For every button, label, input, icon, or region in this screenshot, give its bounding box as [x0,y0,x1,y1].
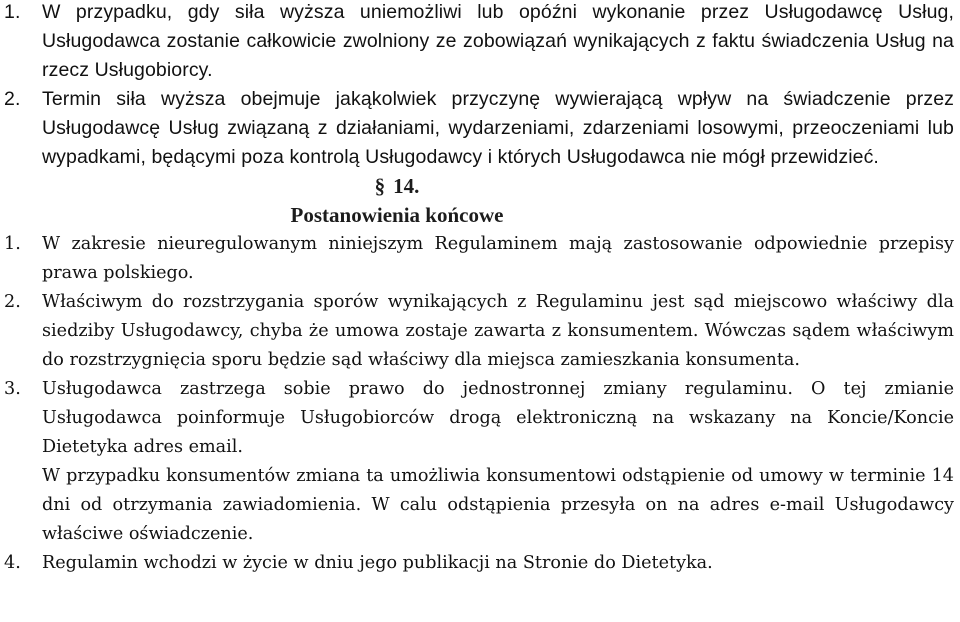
item-text: W zakresie nieuregulowanym niniejszym Regulaminem mają zastosowanie odpowiednie przepisy prawa polskiego. [42,234,954,283]
section-number: 14. [393,174,420,198]
section-symbol: § [374,174,386,198]
section-heading [0,172,954,230]
item-text: Termin siła wyższa obejmuje jakąkolwiek przyczynę wywierającą wpływ na świadczenie przez Usługodawcę Usług związaną z działaniami, wydarzeniami, zdarzeniami losowymi, przeoczeniami lub wypadkami, będącymi poza kontrolą Usługodawcy i których Usługodawca nie mógł przewidzieć. [42,88,954,168]
item-number: 1. [4,234,21,254]
item-text: Usługodawca zastrzega sobie prawo do jednostronnej zmiany regulaminu. O tej zmianie Usługodawca poinformuje Usługobiorców drogą elektroniczną na wskazany na Koncie/Koncie Dietetyka adres email. [42,379,954,457]
item-number: 2. [4,292,21,312]
item-number: 3. [4,379,21,399]
item-number: 1. [4,1,21,23]
list-item [0,85,954,172]
item-text: W przypadku, gdy siła wyższa uniemożliwi lub opóźni wykonanie przez Usługodawcę Usług, Usługodawca zostanie całkowicie zwolniony ze zobowiązań wynikających z faktu świadczenia Usług na rzecz Usługobiorcy. [42,1,954,81]
item-text: Regulamin wchodzi w życie w dniu jego publikacji na Stronie do Dietetyka. [42,553,713,573]
section-title: Postanowienia końcowe [290,203,504,227]
list-item [0,375,954,462]
item-continuation: W przypadku konsumentów zmiana ta umożliwia konsumentowi odstąpienie od umowy w terminie 14 dni od otrzymania zawiadomienia. W calu odstąpienia przesyła on na adres e-mail Usługodawcy właściwe oświadczenie. [42,466,954,544]
list-item [0,549,954,578]
list-item [0,230,954,288]
force-majeure-list [0,0,954,172]
item-number: 4. [4,553,21,573]
list-item [0,288,954,375]
list-item [0,0,954,85]
section-number-line [0,172,954,201]
final-provisions-list [0,230,954,578]
item-number: 2. [4,88,21,110]
item-text: Właściwym do rozstrzygania sporów wynikających z Regulaminu jest sąd miejscowo właściwy dla siedziby Usługodawcy, chyba że umowa zostaje zawarta z konsumentem. Wówczas sądem właściwym do rozstrzygnięcia sporu będzie sąd właściwy dla miejsca zamieszkania konsumenta. [42,292,954,370]
